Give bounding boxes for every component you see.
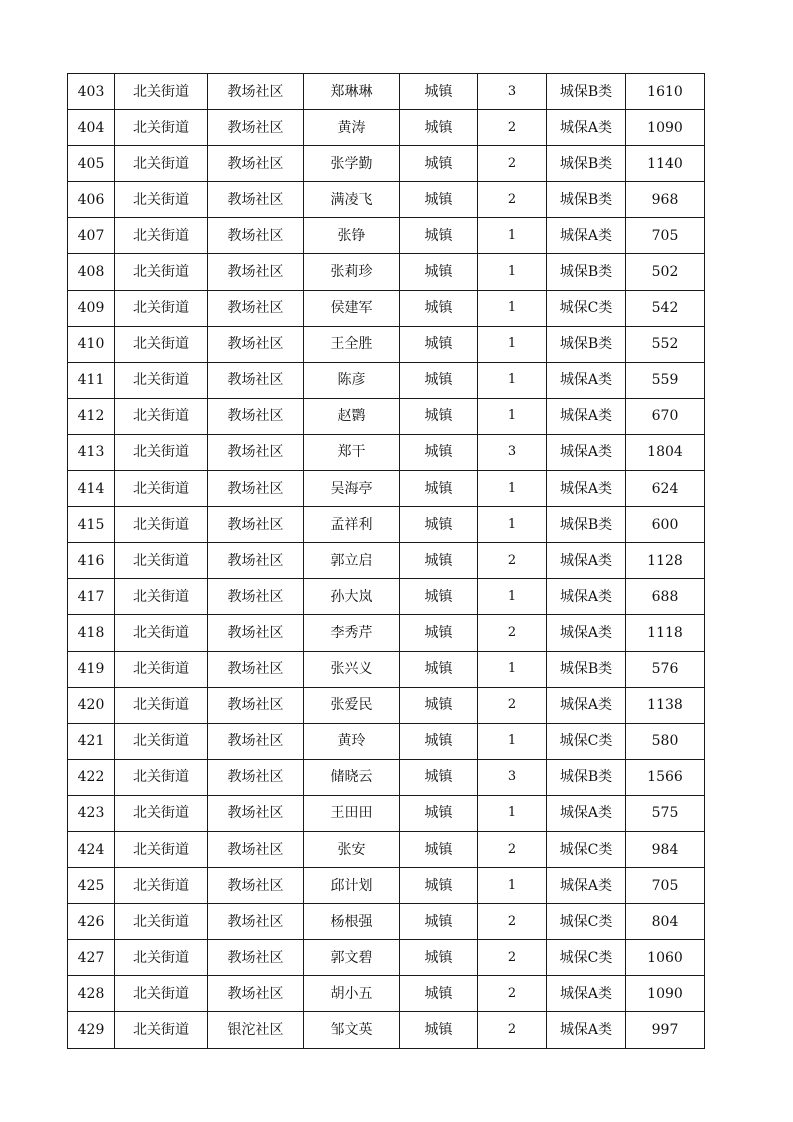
household-size-cell: 1 xyxy=(478,398,547,434)
name-cell: 郑干 xyxy=(304,434,400,470)
name-cell: 侯建军 xyxy=(304,290,400,326)
street-cell: 北关街道 xyxy=(115,795,208,831)
table-row xyxy=(68,110,705,146)
household-size-cell: 2 xyxy=(478,110,547,146)
name-cell: 邹文英 xyxy=(304,1012,400,1048)
community-cell: 教场社区 xyxy=(208,651,304,687)
amount-cell: 542 xyxy=(626,290,705,326)
household-size-cell: 1 xyxy=(478,290,547,326)
category-cell: 城保A类 xyxy=(547,110,626,146)
category-cell: 城保B类 xyxy=(547,507,626,543)
table-row xyxy=(68,254,705,290)
household-size-cell: 1 xyxy=(478,507,547,543)
area-type-cell: 城镇 xyxy=(400,182,478,218)
household-size-cell: 1 xyxy=(478,579,547,615)
category-cell: 城保B类 xyxy=(547,254,626,290)
category-cell: 城保B类 xyxy=(547,146,626,182)
household-size-cell: 2 xyxy=(478,687,547,723)
category-cell: 城保A类 xyxy=(547,687,626,723)
name-cell: 张兴义 xyxy=(304,651,400,687)
area-type-cell: 城镇 xyxy=(400,868,478,904)
row-number-cell: 413 xyxy=(68,434,115,470)
row-number-cell: 409 xyxy=(68,290,115,326)
street-cell: 北关街道 xyxy=(115,182,208,218)
household-size-cell: 3 xyxy=(478,759,547,795)
household-size-cell: 2 xyxy=(478,1012,547,1048)
row-number-cell: 407 xyxy=(68,218,115,254)
area-type-cell: 城镇 xyxy=(400,434,478,470)
table-row xyxy=(68,759,705,795)
table-row xyxy=(68,940,705,976)
category-cell: 城保A类 xyxy=(547,362,626,398)
amount-cell: 1804 xyxy=(626,434,705,470)
area-type-cell: 城镇 xyxy=(400,507,478,543)
row-number-cell: 425 xyxy=(68,868,115,904)
name-cell: 王全胜 xyxy=(304,326,400,362)
amount-cell: 1090 xyxy=(626,110,705,146)
name-cell: 邱计划 xyxy=(304,868,400,904)
name-cell: 黄玲 xyxy=(304,723,400,759)
name-cell: 杨根强 xyxy=(304,904,400,940)
household-size-cell: 3 xyxy=(478,74,547,110)
community-cell: 教场社区 xyxy=(208,110,304,146)
area-type-cell: 城镇 xyxy=(400,579,478,615)
table-row xyxy=(68,507,705,543)
area-type-cell: 城镇 xyxy=(400,687,478,723)
category-cell: 城保C类 xyxy=(547,831,626,867)
row-number-cell: 415 xyxy=(68,507,115,543)
amount-cell: 1118 xyxy=(626,615,705,651)
name-cell: 满凌飞 xyxy=(304,182,400,218)
amount-cell: 502 xyxy=(626,254,705,290)
area-type-cell: 城镇 xyxy=(400,74,478,110)
street-cell: 北关街道 xyxy=(115,868,208,904)
amount-cell: 600 xyxy=(626,507,705,543)
table-row xyxy=(68,362,705,398)
row-number-cell: 421 xyxy=(68,723,115,759)
amount-cell: 705 xyxy=(626,218,705,254)
name-cell: 张安 xyxy=(304,831,400,867)
area-type-cell: 城镇 xyxy=(400,146,478,182)
area-type-cell: 城镇 xyxy=(400,904,478,940)
category-cell: 城保A类 xyxy=(547,218,626,254)
amount-cell: 1140 xyxy=(626,146,705,182)
name-cell: 孟祥利 xyxy=(304,507,400,543)
name-cell: 胡小五 xyxy=(304,976,400,1012)
row-number-cell: 428 xyxy=(68,976,115,1012)
amount-cell: 1610 xyxy=(626,74,705,110)
name-cell: 黄涛 xyxy=(304,110,400,146)
community-cell: 教场社区 xyxy=(208,471,304,507)
household-size-cell: 2 xyxy=(478,831,547,867)
street-cell: 北关街道 xyxy=(115,218,208,254)
household-size-cell: 1 xyxy=(478,795,547,831)
community-cell: 教场社区 xyxy=(208,74,304,110)
name-cell: 郭立启 xyxy=(304,543,400,579)
row-number-cell: 408 xyxy=(68,254,115,290)
table-body xyxy=(68,74,705,1049)
category-cell: 城保C类 xyxy=(547,723,626,759)
row-number-cell: 410 xyxy=(68,326,115,362)
area-type-cell: 城镇 xyxy=(400,110,478,146)
street-cell: 北关街道 xyxy=(115,1012,208,1048)
community-cell: 教场社区 xyxy=(208,290,304,326)
table-row xyxy=(68,74,705,110)
street-cell: 北关街道 xyxy=(115,74,208,110)
area-type-cell: 城镇 xyxy=(400,615,478,651)
community-cell: 教场社区 xyxy=(208,831,304,867)
street-cell: 北关街道 xyxy=(115,362,208,398)
community-cell: 教场社区 xyxy=(208,543,304,579)
amount-cell: 576 xyxy=(626,651,705,687)
table-row xyxy=(68,326,705,362)
amount-cell: 1138 xyxy=(626,687,705,723)
category-cell: 城保C类 xyxy=(547,940,626,976)
row-number-cell: 427 xyxy=(68,940,115,976)
community-cell: 银沱社区 xyxy=(208,1012,304,1048)
name-cell: 李秀芹 xyxy=(304,615,400,651)
amount-cell: 1060 xyxy=(626,940,705,976)
name-cell: 张铮 xyxy=(304,218,400,254)
street-cell: 北关街道 xyxy=(115,687,208,723)
name-cell: 吴海亭 xyxy=(304,471,400,507)
street-cell: 北关街道 xyxy=(115,579,208,615)
row-number-cell: 418 xyxy=(68,615,115,651)
area-type-cell: 城镇 xyxy=(400,254,478,290)
area-type-cell: 城镇 xyxy=(400,218,478,254)
table-row xyxy=(68,182,705,218)
street-cell: 北关街道 xyxy=(115,723,208,759)
category-cell: 城保A类 xyxy=(547,471,626,507)
table-row xyxy=(68,795,705,831)
community-cell: 教场社区 xyxy=(208,868,304,904)
household-size-cell: 2 xyxy=(478,543,547,579)
community-cell: 教场社区 xyxy=(208,218,304,254)
name-cell: 张莉珍 xyxy=(304,254,400,290)
category-cell: 城保A类 xyxy=(547,976,626,1012)
table-row xyxy=(68,398,705,434)
row-number-cell: 411 xyxy=(68,362,115,398)
row-number-cell: 429 xyxy=(68,1012,115,1048)
table-row xyxy=(68,831,705,867)
community-cell: 教场社区 xyxy=(208,579,304,615)
row-number-cell: 406 xyxy=(68,182,115,218)
category-cell: 城保A类 xyxy=(547,434,626,470)
category-cell: 城保B类 xyxy=(547,74,626,110)
street-cell: 北关街道 xyxy=(115,904,208,940)
row-number-cell: 412 xyxy=(68,398,115,434)
amount-cell: 804 xyxy=(626,904,705,940)
table-row xyxy=(68,723,705,759)
household-size-cell: 2 xyxy=(478,940,547,976)
household-size-cell: 1 xyxy=(478,471,547,507)
household-size-cell: 1 xyxy=(478,723,547,759)
area-type-cell: 城镇 xyxy=(400,723,478,759)
row-number-cell: 422 xyxy=(68,759,115,795)
name-cell: 张学勤 xyxy=(304,146,400,182)
table-row xyxy=(68,434,705,470)
street-cell: 北关街道 xyxy=(115,831,208,867)
table-row xyxy=(68,687,705,723)
row-number-cell: 405 xyxy=(68,146,115,182)
category-cell: 城保A类 xyxy=(547,398,626,434)
category-cell: 城保C类 xyxy=(547,290,626,326)
area-type-cell: 城镇 xyxy=(400,326,478,362)
household-size-cell: 3 xyxy=(478,434,547,470)
area-type-cell: 城镇 xyxy=(400,1012,478,1048)
street-cell: 北关街道 xyxy=(115,543,208,579)
table-row xyxy=(68,543,705,579)
table-row xyxy=(68,615,705,651)
table-row xyxy=(68,471,705,507)
table-row xyxy=(68,579,705,615)
amount-cell: 1090 xyxy=(626,976,705,1012)
community-cell: 教场社区 xyxy=(208,254,304,290)
row-number-cell: 426 xyxy=(68,904,115,940)
row-number-cell: 420 xyxy=(68,687,115,723)
amount-cell: 670 xyxy=(626,398,705,434)
street-cell: 北关街道 xyxy=(115,398,208,434)
table-row xyxy=(68,904,705,940)
data-table xyxy=(67,73,705,1049)
table-row xyxy=(68,290,705,326)
amount-cell: 580 xyxy=(626,723,705,759)
amount-cell: 705 xyxy=(626,868,705,904)
community-cell: 教场社区 xyxy=(208,976,304,1012)
street-cell: 北关街道 xyxy=(115,110,208,146)
community-cell: 教场社区 xyxy=(208,362,304,398)
amount-cell: 968 xyxy=(626,182,705,218)
street-cell: 北关街道 xyxy=(115,976,208,1012)
category-cell: 城保A类 xyxy=(547,579,626,615)
name-cell: 张爱民 xyxy=(304,687,400,723)
row-number-cell: 417 xyxy=(68,579,115,615)
community-cell: 教场社区 xyxy=(208,146,304,182)
amount-cell: 624 xyxy=(626,471,705,507)
street-cell: 北关街道 xyxy=(115,615,208,651)
street-cell: 北关街道 xyxy=(115,326,208,362)
category-cell: 城保C类 xyxy=(547,904,626,940)
area-type-cell: 城镇 xyxy=(400,940,478,976)
table-row xyxy=(68,1012,705,1048)
name-cell: 储晓云 xyxy=(304,759,400,795)
row-number-cell: 419 xyxy=(68,651,115,687)
amount-cell: 688 xyxy=(626,579,705,615)
amount-cell: 559 xyxy=(626,362,705,398)
amount-cell: 984 xyxy=(626,831,705,867)
area-type-cell: 城镇 xyxy=(400,976,478,1012)
category-cell: 城保A类 xyxy=(547,1012,626,1048)
street-cell: 北关街道 xyxy=(115,434,208,470)
household-size-cell: 1 xyxy=(478,651,547,687)
amount-cell: 552 xyxy=(626,326,705,362)
category-cell: 城保A类 xyxy=(547,543,626,579)
area-type-cell: 城镇 xyxy=(400,543,478,579)
row-number-cell: 416 xyxy=(68,543,115,579)
table-row xyxy=(68,868,705,904)
household-size-cell: 2 xyxy=(478,182,547,218)
category-cell: 城保B类 xyxy=(547,326,626,362)
row-number-cell: 424 xyxy=(68,831,115,867)
community-cell: 教场社区 xyxy=(208,759,304,795)
community-cell: 教场社区 xyxy=(208,723,304,759)
household-size-cell: 1 xyxy=(478,868,547,904)
street-cell: 北关街道 xyxy=(115,651,208,687)
community-cell: 教场社区 xyxy=(208,795,304,831)
name-cell: 陈彦 xyxy=(304,362,400,398)
community-cell: 教场社区 xyxy=(208,326,304,362)
amount-cell: 575 xyxy=(626,795,705,831)
area-type-cell: 城镇 xyxy=(400,831,478,867)
category-cell: 城保B类 xyxy=(547,651,626,687)
household-size-cell: 2 xyxy=(478,904,547,940)
area-type-cell: 城镇 xyxy=(400,471,478,507)
area-type-cell: 城镇 xyxy=(400,398,478,434)
category-cell: 城保A类 xyxy=(547,868,626,904)
name-cell: 孙大岚 xyxy=(304,579,400,615)
community-cell: 教场社区 xyxy=(208,940,304,976)
street-cell: 北关街道 xyxy=(115,507,208,543)
table-row xyxy=(68,218,705,254)
household-size-cell: 1 xyxy=(478,218,547,254)
amount-cell: 1566 xyxy=(626,759,705,795)
category-cell: 城保A类 xyxy=(547,615,626,651)
category-cell: 城保B类 xyxy=(547,759,626,795)
name-cell: 王田田 xyxy=(304,795,400,831)
household-size-cell: 1 xyxy=(478,362,547,398)
row-number-cell: 423 xyxy=(68,795,115,831)
community-cell: 教场社区 xyxy=(208,507,304,543)
street-cell: 北关街道 xyxy=(115,254,208,290)
community-cell: 教场社区 xyxy=(208,434,304,470)
area-type-cell: 城镇 xyxy=(400,795,478,831)
street-cell: 北关街道 xyxy=(115,471,208,507)
household-size-cell: 2 xyxy=(478,976,547,1012)
amount-cell: 1128 xyxy=(626,543,705,579)
street-cell: 北关街道 xyxy=(115,940,208,976)
table-row xyxy=(68,146,705,182)
area-type-cell: 城镇 xyxy=(400,759,478,795)
name-cell: 郭文碧 xyxy=(304,940,400,976)
area-type-cell: 城镇 xyxy=(400,651,478,687)
area-type-cell: 城镇 xyxy=(400,362,478,398)
street-cell: 北关街道 xyxy=(115,146,208,182)
community-cell: 教场社区 xyxy=(208,398,304,434)
household-size-cell: 2 xyxy=(478,615,547,651)
household-size-cell: 1 xyxy=(478,326,547,362)
table-row xyxy=(68,976,705,1012)
street-cell: 北关街道 xyxy=(115,290,208,326)
row-number-cell: 403 xyxy=(68,74,115,110)
category-cell: 城保A类 xyxy=(547,795,626,831)
community-cell: 教场社区 xyxy=(208,615,304,651)
name-cell: 郑琳琳 xyxy=(304,74,400,110)
category-cell: 城保B类 xyxy=(547,182,626,218)
household-size-cell: 2 xyxy=(478,146,547,182)
area-type-cell: 城镇 xyxy=(400,290,478,326)
community-cell: 教场社区 xyxy=(208,904,304,940)
household-size-cell: 1 xyxy=(478,254,547,290)
table-row xyxy=(68,651,705,687)
community-cell: 教场社区 xyxy=(208,182,304,218)
row-number-cell: 404 xyxy=(68,110,115,146)
row-number-cell: 414 xyxy=(68,471,115,507)
name-cell: 赵鹮 xyxy=(304,398,400,434)
community-cell: 教场社区 xyxy=(208,687,304,723)
amount-cell: 997 xyxy=(626,1012,705,1048)
street-cell: 北关街道 xyxy=(115,759,208,795)
